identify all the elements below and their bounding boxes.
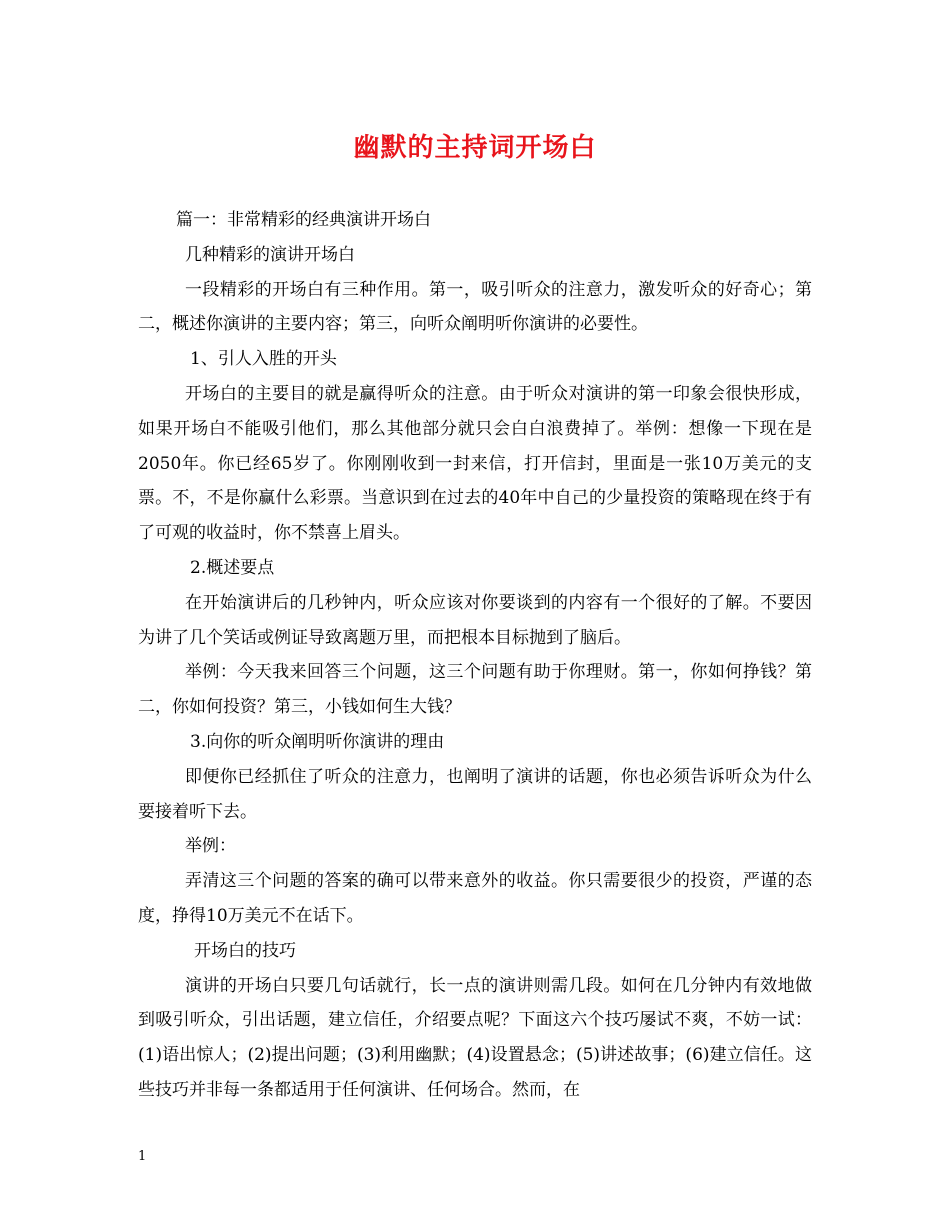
subheading: 开场白的技巧 (194, 940, 296, 961)
subheading: 1、引人入胜的开头 (190, 349, 337, 370)
body-paragraph: 举例： (185, 836, 236, 857)
body-paragraph: 开场白的主要目的就是赢得听众的注意。由于听众对演讲的第一印象会很快形成，如果开场白不能吸引他们，那么其他部分就只会白白浪费掉了。举例：想像一下现在是2050年。你已经65岁了。你刚刚收到一封来信，打开信封，里面是一张10万美元的支票。不，不是你赢什么彩票。当意识到在过去的40年中自己的少量投资的策略现在终于有了可观的收益时，你不禁喜上眉头。 (138, 383, 812, 544)
subheading: 几种精彩的演讲开场白 (185, 244, 355, 265)
body-paragraph: 举例：今天我来回答三个问题，这三个问题有助于你理财。第一，你如何挣钱？第二，你如何投资？第三，小钱如何生大钱？ (138, 662, 812, 718)
subheading: 3.向你的听众阐明听你演讲的理由 (190, 731, 445, 752)
body-paragraph: 即便你已经抓住了听众的注意力，也阐明了演讲的话题，你也必须告诉听众为什么要接着听下去。 (138, 766, 812, 822)
body-paragraph: 在开始演讲后的几秒钟内，听众应该对你要谈到的内容有一个很好的了解。不要因为讲了几个笑话或例证导致离题万里，而把根本目标抛到了脑后。 (138, 592, 812, 648)
body-paragraph: 弄清这三个问题的答案的确可以带来意外的收益。你只需要很少的投资，严谨的态度，挣得10万美元不在话下。 (138, 871, 812, 926)
subheading: 2.概述要点 (190, 557, 275, 578)
body-paragraph: 一段精彩的开场白有三种作用。第一，吸引听众的注意力，激发听众的好奇心；第二，概述你演讲的主要内容；第三，向听众阐明听你演讲的必要性。 (138, 279, 812, 335)
document-body (138, 203, 812, 1108)
body-paragraph: 演讲的开场白只要几句话就行，长一点的演讲则需几段。如何在几分钟内有效地做到吸引听众，引出话题，建立信任，介绍要点呢？下面这六个技巧屡试不爽，不妨一试：(1)语出惊人；(2)提出问题；(3)利用幽默；(4)设置悬念；(5)讲述故事；(6)建立信任。这些技巧并非每一条都适用于任何演讲、任何场合。然而，在 (138, 975, 812, 1100)
section-heading: 篇一：非常精彩的经典演讲开场白 (176, 210, 431, 230)
document-title: 幽默的主持词开场白 (353, 133, 597, 163)
page-number: 1 (138, 1149, 147, 1164)
